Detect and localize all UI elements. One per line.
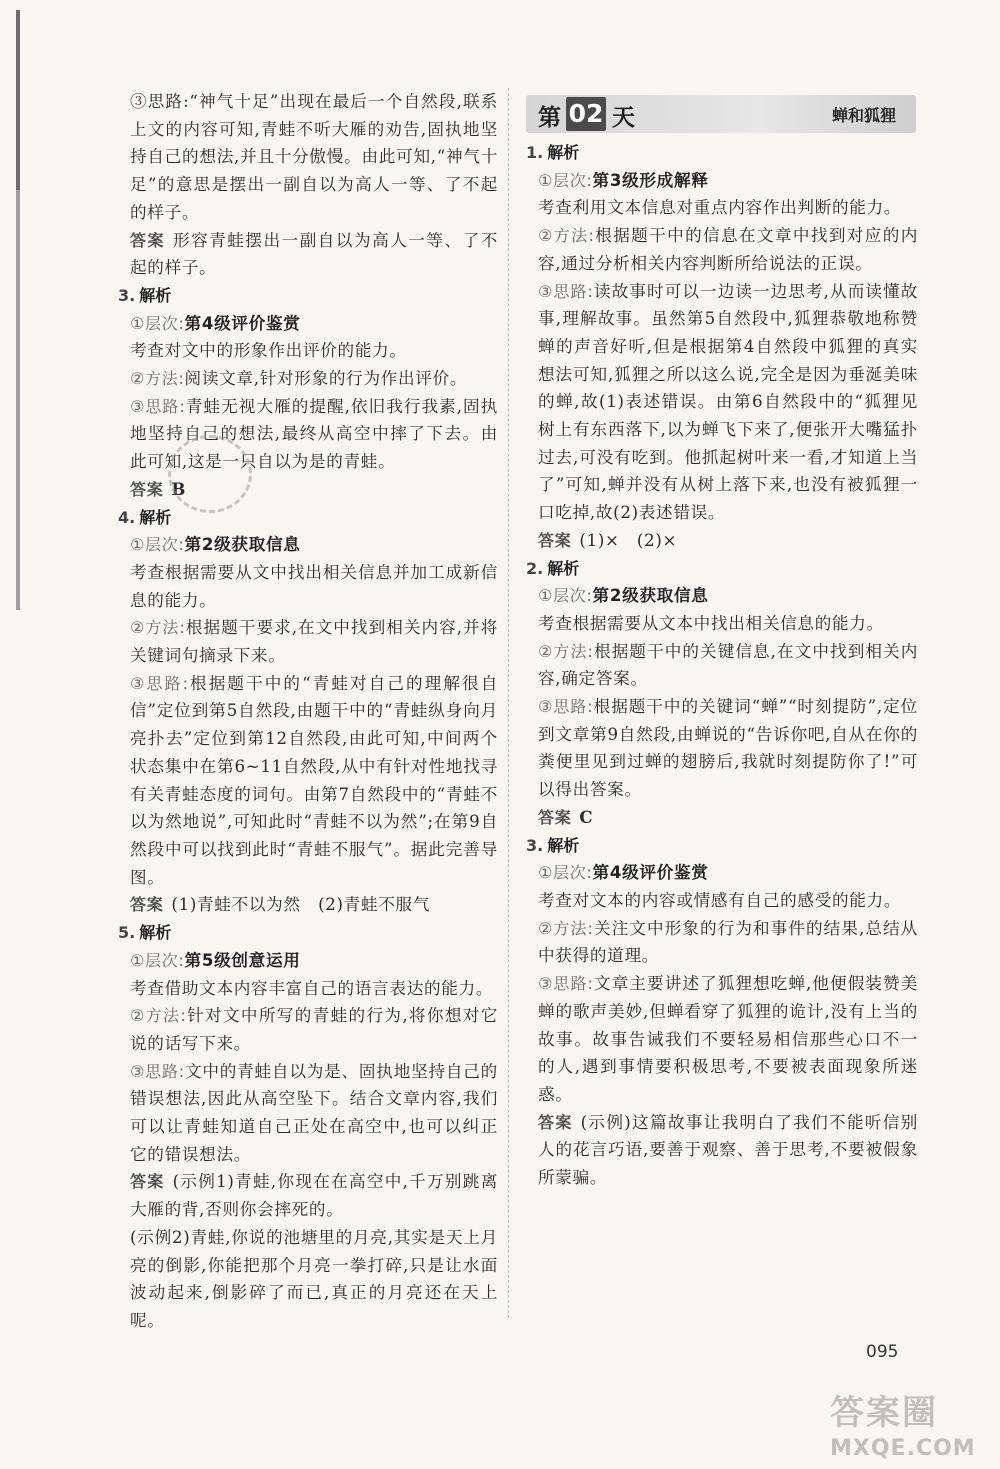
think-label: ③思路:	[538, 974, 594, 994]
level-text: 第4级评价鉴赏	[184, 313, 301, 333]
r-q2-think	[526, 693, 918, 804]
q5-level	[118, 947, 498, 975]
method-text: 根据题干中的关键信息,在文中找到相关内容,确定答案。	[538, 641, 918, 689]
method-text: 根据题干要求,在文中找到相关内容,并将关键词句摘录下来。	[130, 618, 498, 666]
site-logo-watermark	[830, 1385, 980, 1463]
think-text: 根据题干中的关键词“蝉”“时刻提防”,定位到文章第9自然段,由蝉说的“告诉你吧,自从在你的粪便里见到过蝉的翅膀后,我就时刻提防你了!”可以得出答案。	[538, 697, 918, 800]
q4-level	[118, 531, 498, 559]
level-label: ①层次:	[538, 170, 593, 190]
q5-answer	[118, 1168, 498, 1223]
q3-title: 解析	[139, 285, 172, 305]
day-banner	[526, 95, 916, 133]
r-q3-method	[526, 915, 918, 970]
think-label: ③思路:	[538, 281, 594, 301]
r-q2-number: 2.	[526, 558, 544, 578]
level-label: ①层次:	[538, 863, 593, 883]
answer-label: 答案	[130, 230, 166, 250]
r-q1-level-desc: 考查利用文本信息对重点内容作出判断的能力。	[538, 198, 902, 218]
q4-think	[118, 670, 498, 892]
q2-answer-text: 形容青蛙摆出一副自以为高人一等、了不起的样子。	[130, 230, 498, 278]
method-label: ②方法:	[538, 226, 595, 246]
level-text: 第4级评价鉴赏	[592, 863, 709, 883]
q4-answer-text: (1)青蛙不以为然 (2)青蛙不服气	[171, 895, 431, 915]
level-text: 第3级形成解释	[592, 170, 709, 190]
q4-method	[118, 614, 498, 669]
r-q3-answer-text: (示例)这篇故事让我明白了我们不能听信别人的花言巧语,要善于观察、善于思考,不要被假象所蒙骗。	[538, 1112, 918, 1188]
q5-method	[118, 1002, 498, 1057]
r-q3-answer	[526, 1109, 918, 1192]
q5-number: 5.	[118, 923, 136, 943]
r-q1-answer-text: (1)× (2)×	[579, 530, 678, 550]
r-q3-level	[526, 859, 918, 887]
method-label: ②方法:	[130, 618, 186, 638]
r-q3-level-desc: 考查对文本的内容或情感有自己的感受的能力。	[538, 890, 902, 910]
page-number: 095	[866, 1342, 899, 1362]
q4-level-desc: 考查根据需要从文中找出相关信息并加工成新信息的能力。	[130, 562, 498, 610]
method-text: 针对文中所写的青蛙的行为,将你想对它说的话写下来。	[130, 1006, 498, 1053]
q5-level-desc: 考查借助文本内容丰富自己的语言表达的能力。	[130, 978, 494, 998]
q3-method	[118, 365, 498, 393]
banner-day-suffix: 天	[612, 105, 635, 131]
banner-day-number: 02	[566, 97, 606, 131]
method-text: 根据题干中的信息在文章中找到对应的内容,通过分析相关内容判断所给说法的正误。	[538, 226, 918, 273]
level-text: 第2级获取信息	[592, 586, 709, 606]
r-q2-answer-text: C	[579, 806, 594, 827]
think-text: 青蛙无视大雁的提醒,依旧我行我素,固执地坚持自己的想法,最终从高空中摔了下去。由此可知,这是一只自以为是的青蛙。	[130, 396, 498, 472]
r-q2-title: 解析	[547, 558, 580, 578]
left-column	[118, 88, 498, 1335]
r-q2-level-desc: 考查根据需要从文本中找出相关信息的能力。	[538, 613, 884, 633]
q4-number: 4.	[118, 507, 136, 527]
answer-label: 答案	[538, 1112, 573, 1132]
q3-answer-text: B	[171, 478, 187, 499]
r-q1-title: 解析	[547, 143, 580, 162]
answer-label: 答案	[538, 807, 572, 827]
method-label: ②方法:	[538, 641, 594, 661]
q3-heading	[118, 282, 498, 310]
right-column	[526, 95, 918, 1192]
think-text: 文章主要讲述了狐狸想吃蝉,他便假装赞美蝉的歌声美妙,但蝉看穿了狐狸的诡计,没有上当的故事。故事告诫我们不要轻易相信那些心口不一的人,遇到事情要积极思考,不要被表面现象所迷惑。	[538, 974, 918, 1104]
method-text: 阅读文章,针对形象的行为作出评价。	[184, 369, 468, 389]
r-q1-heading	[526, 139, 918, 167]
r-q1-think	[526, 278, 918, 527]
r-q2-level	[526, 582, 918, 610]
q5-answer-example2: (示例2)青蛙,你说的池塘里的月亮,其实是天上月亮的倒影,你能把那个月亮一拳打碎,只是让水面波动起来,倒影碎了而已,真正的月亮还在天上呢。	[130, 1227, 498, 1330]
r-q1-level	[526, 167, 918, 195]
think-label: ③思路:	[130, 673, 189, 693]
think-label: ③思路:	[130, 1061, 185, 1081]
q5-think	[118, 1058, 498, 1169]
method-label: ②方法:	[130, 369, 185, 389]
r-q1-method	[526, 222, 918, 277]
r-q3-number: 3.	[526, 835, 544, 855]
level-label: ①层次:	[538, 586, 593, 606]
think-label: ③思路:	[130, 396, 186, 416]
r-q2-answer	[526, 804, 918, 832]
q4-heading	[118, 504, 498, 532]
method-label: ②方法:	[130, 1006, 187, 1026]
q4-answer	[118, 891, 498, 919]
q5-answer-example1: (示例1)青蛙,你现在在高空中,千万别跳离大雁的背,否则你会摔死的。	[130, 1172, 498, 1220]
logo-bottom-text: MXQE.COM	[830, 1436, 976, 1461]
method-label: ②方法:	[538, 918, 594, 938]
answer-label: 答案	[538, 530, 572, 550]
q3-number: 3.	[118, 285, 136, 305]
q2-think-text: ③思路:“神气十足”出现在最后一个自然段,联系上文的内容可知,青蛙不听大雁的劝告,固执地坚持自己的想法,并且十分傲慢。由此可知,“神气十足”的意思是摆出一副自以为高人一等、了不起的样子。	[130, 92, 498, 222]
r-q2-heading	[526, 555, 918, 583]
q5-title: 解析	[139, 923, 172, 943]
think-text: 文中的青蛙自以为是、固执地坚持自己的错误想法,因此从高空坠下。结合文章内容,我们可以让青蛙知道自己正处在高空中,也可以纠正它的错误想法。	[130, 1061, 498, 1164]
r-q3-title: 解析	[547, 835, 580, 855]
think-text: 根据题干中的“青蛙对自己的理解很自信”定位到第5自然段,由题干中的“青蛙纵身向月亮扑去”定位到第12自然段,由此可知,中间两个状态集中在第6~11自然段,从中有针对性地找寻有关青蛙态度的词句。由第7自然段中的“青蛙不以为然地说”,可知此时“青蛙不以为然”;在第9自然段中可以找到此时“青蛙不服气”。据此完善导图。	[130, 673, 498, 887]
method-text: 关注文中形象的行为和事件的结果,总结从中获得的道理。	[538, 918, 918, 966]
q3-level-desc: 考查对文中的形象作出评价的能力。	[130, 341, 407, 361]
r-q2-method	[526, 638, 918, 693]
think-label: ③思路:	[538, 697, 594, 717]
r-q3-heading	[526, 832, 918, 860]
r-q3-think	[526, 970, 918, 1109]
stamp-mark	[168, 435, 252, 513]
column-divider	[508, 88, 509, 1318]
banner-title: 蝉和狐狸	[831, 106, 896, 125]
q5-heading	[118, 919, 498, 947]
binding-edge	[16, 10, 20, 610]
r-q1-answer	[526, 527, 918, 555]
answer-label: 答案	[130, 1172, 165, 1192]
level-label: ①层次:	[130, 535, 185, 555]
level-label: ①层次:	[130, 950, 185, 970]
r-q1-number: 1.	[526, 143, 544, 162]
answer-label: 答案	[130, 895, 164, 915]
q4-title: 解析	[139, 507, 172, 527]
level-text: 第5级创意运用	[184, 950, 301, 970]
logo-top-text: 答案圈	[830, 1393, 938, 1433]
think-text: 读故事时可以一边读一边思考,从而读懂故事,理解故事。虽然第5自然段中,狐狸恭敬地称赞蝉的声音好听,但是根据第4自然段中狐狸的真实想法可知,狐狸之所以这么说,完全是因为垂涎美味的蝉,故(1)表述错误。由第6自然段中的“狐狸见树上有东西落下,以为蝉飞下来了,便张开大嘴猛扑过去,可没有吃到。他抓起树叶来一看,才知道上当了”可知,蝉并没有从树上落下来,也没有被狐狸一口吃掉,故(2)表述错误。	[538, 281, 918, 523]
q2-answer	[118, 227, 498, 282]
level-text: 第2级获取信息	[184, 535, 301, 555]
q3-level	[118, 310, 498, 338]
level-label: ①层次:	[130, 313, 185, 333]
answer-label: 答案	[130, 479, 164, 499]
banner-day-prefix: 第	[538, 105, 561, 131]
